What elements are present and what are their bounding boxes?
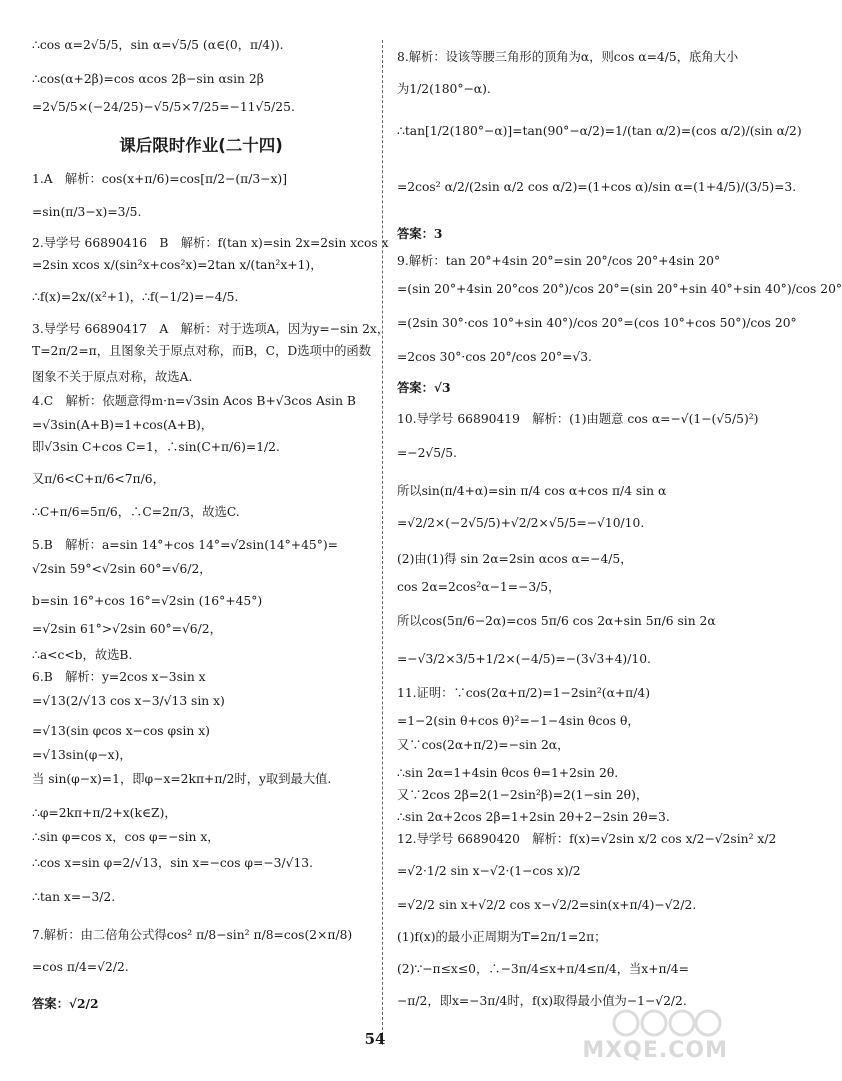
text-line: 1.A 解析：cos(x+π/6)=cos[π/2−(π/3−x)] — [32, 172, 288, 186]
text-line: =2cos² α/2/(2sin α/2 cos α/2)=(1+cos α)/sin α=(1+4/5)/(3/5)=3. — [397, 180, 797, 194]
text-line: 5.B 解析：a=sin 14°+cos 14°=√2sin(14°+45°)= — [32, 538, 338, 552]
column-divider — [382, 40, 383, 1045]
text-line: =√2sin 61°>√2sin 60°=√6/2， — [32, 622, 222, 636]
text-line: =(2sin 30°·cos 10°+sin 40°)/cos 20°=(cos 10°+cos 50°)/cos 20° — [397, 316, 797, 330]
answer-circle-logo-icon — [612, 1009, 722, 1037]
text-line: 8.解析：设该等腰三角形的顶角为α，则cos α=4/5，底角大小 — [397, 50, 739, 64]
text-line: =2√5/5×(−24/25)−√5/5×7/25=−11√5/25. — [32, 100, 295, 114]
text-line: 3.导学号 66890417 A 解析：对于选项A，因为y=−sin 2x， — [32, 322, 390, 336]
text-line: 6.B 解析：y=2cos x−3sin x — [32, 670, 206, 684]
text-line: 7.解析：由二倍角公式得cos² π/8−sin² π/8=cos(2×π/8) — [32, 928, 353, 942]
text-line: 10.导学号 66890419 解析：(1)由题意 cos α=−√(1−(√5/5)²) — [397, 412, 759, 426]
text-line: ∴f(x)=2x/(x²+1)，∴f(−1/2)=−4/5. — [32, 290, 239, 304]
text-line: 又∵2cos 2β=2(1−2sin²β)=2(1−sin 2θ)， — [397, 788, 649, 802]
text-line: −π/2，即x=−3π/4时，f(x)取得最小值为−1−√2/2. — [397, 994, 687, 1008]
text-line: b=sin 16°+cos 16°=√2sin (16°+45°) — [32, 594, 263, 608]
text-line: 当 sin(φ−x)=1，即φ−x=2kπ+π/2时，y取到最大值. — [32, 772, 332, 786]
text-line: =√2·1/2 sin x−√2·(1−cos x)/2 — [397, 864, 581, 878]
section-title: 课后限时作业(二十四) — [119, 136, 283, 155]
text-line: ∴cos α=2√5/5，sin α=√5/5 (α∈(0，π/4)). — [32, 38, 284, 52]
watermark-text: MXQE.COM — [582, 1038, 728, 1063]
text-line: (2)∵−π≤x≤0，∴−3π/4≤x+π/4≤π/4，当x+π/4= — [397, 962, 689, 976]
text-line: ∴tan x=−3/2. — [32, 890, 116, 904]
text-line: ∴C+π/6=5π/6，∴C=2π/3，故选C. — [32, 505, 240, 519]
text-line: 又∵cos(2α+π/2)=−sin 2α， — [397, 738, 570, 752]
text-line: cos 2α=2cos²α−1=−3/5， — [397, 580, 561, 594]
text-line: ∴cos x=sin φ=2/√13，sin x=−cos φ=−3/√13. — [32, 856, 314, 870]
text-line: ∴a<c<b，故选B. — [32, 648, 133, 662]
text-line: =√13(2/√13 cos x−3/√13 sin x) — [32, 694, 225, 708]
text-line: 2.导学号 66890416 B 解析：f(tan x)=sin 2x=2sin xcos x — [32, 236, 389, 250]
text-line: =2sin xcos x/(sin²x+cos²x)=2tan x/(tan²x+1)， — [32, 258, 323, 272]
answer-line: 答案：3 — [397, 226, 443, 241]
answer-line: 答案：√3 — [397, 380, 451, 395]
text-line: =2cos 30°·cos 20°/cos 20°=√3. — [397, 350, 592, 364]
text-line: ∴cos(α+2β)=cos αcos 2β−sin αsin 2β — [32, 72, 264, 86]
text-line: =cos π/4=√2/2. — [32, 960, 129, 974]
text-line: =√2/2×(−2√5/5)+√2/2×√5/5=−√10/10. — [397, 516, 645, 530]
text-line: 为1/2(180°−α). — [397, 82, 491, 96]
text-line: =sin(π/3−x)=3/5. — [32, 205, 142, 219]
text-line: =√13sin(φ−x)， — [32, 748, 132, 762]
text-line: 所以sin(π/4+α)=sin π/4 cos α+cos π/4 sin α — [397, 484, 667, 498]
text-line: (1)f(x)的最小正周期为T=2π/1=2π； — [397, 930, 607, 944]
text-line: (2)由(1)得 sin 2α=2sin αcos α=−4/5， — [397, 552, 633, 566]
text-line: 图象不关于原点对称，故选A. — [32, 370, 193, 384]
text-line: √2sin 59°<√2sin 60°=√6/2， — [32, 562, 212, 576]
text-line: 11.证明：∵cos(2α+π/2)=1−2sin²(α+π/4) — [397, 686, 651, 700]
text-line: =−2√5/5. — [397, 446, 457, 460]
text-line: 又π/6<C+π/6<7π/6， — [32, 472, 165, 486]
answer-line: 答案：√2/2 — [32, 996, 99, 1011]
text-line: ∴tan[1/2(180°−α)]=tan(90°−α/2)=1/(tan α/2)=(cos α/2)/(sin α/2) — [397, 124, 802, 138]
text-line: =(sin 20°+4sin 20°cos 20°)/cos 20°=(sin 20°+sin 40°+sin 40°)/cos 20° — [397, 282, 842, 296]
text-line: 即√3sin C+cos C=1，∴sin(C+π/6)=1/2. — [32, 440, 280, 454]
page-number: 54 — [364, 1030, 386, 1048]
text-line: =1−2(sin θ+cos θ)²=−1−4sin θcos θ， — [397, 714, 640, 728]
text-line: =√2/2 sin x+√2/2 cos x−√2/2=sin(x+π/4)−√2/2. — [397, 898, 697, 912]
text-line: 4.C 解析：依题意得m·n=√3sin Acos B+√3cos Asin B — [32, 394, 356, 408]
text-line: ∴sin 2α+2cos 2β=1+2sin 2θ+2−2sin 2θ=3. — [397, 810, 670, 824]
text-line: =√3sin(A+B)=1+cos(A+B)， — [32, 418, 214, 432]
text-line: T=2π/2=π，且图象关于原点对称，而B，C，D选项中的函数 — [32, 344, 372, 358]
text-line: ∴sin φ=cos x，cos φ=−sin x， — [32, 830, 220, 844]
text-line: ∴sin 2α=1+4sin θcos θ=1+2sin 2θ. — [397, 766, 619, 780]
text-line: 12.导学号 66890420 解析：f(x)=√2sin x/2 cos x/2−√2sin² x/2 — [397, 832, 777, 846]
text-line: =−√3/2×3/5+1/2×(−4/5)=−(3√3+4)/10. — [397, 652, 651, 666]
text-line: 所以cos(5π/6−2α)=cos 5π/6 cos 2α+sin 5π/6 sin 2α — [397, 614, 716, 628]
text-line: =√13(sin φcos x−cos φsin x) — [32, 724, 210, 738]
watermark — [582, 1013, 742, 1073]
text-line: ∴φ=2kπ+π/2+x(k∈Z)， — [32, 806, 177, 820]
text-line: 9.解析：tan 20°+4sin 20°=sin 20°/cos 20°+4sin 20° — [397, 254, 721, 268]
